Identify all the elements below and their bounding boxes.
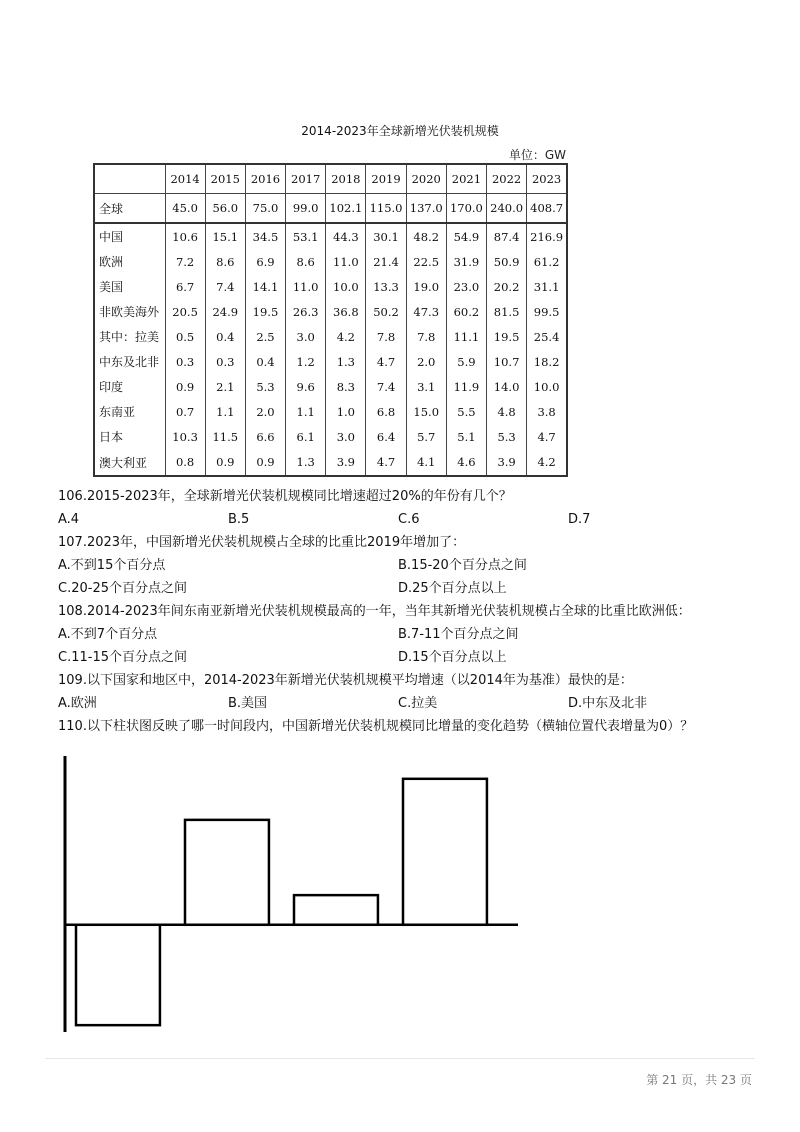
table-cell: 7.4 [366,374,406,399]
table-cell: 0.4 [245,349,285,374]
options-row [58,554,758,577]
table-row [94,194,567,224]
table-cell: 30.1 [366,223,406,249]
table-cell: 87.4 [487,223,527,249]
table-cell: 10.0 [326,274,366,299]
table-cell: 54.9 [446,223,486,249]
table-title: 2014-2023年全球新增光伏装机规模 [301,124,499,138]
table-cell: 4.2 [326,324,366,349]
page-number: 第 21 页，共 23 页 [646,1073,752,1087]
table-cell: 5.3 [487,424,527,449]
table-row [94,223,567,249]
table-cell: 6.1 [286,424,326,449]
table-cell: 0.9 [205,449,245,476]
table-row [94,374,567,399]
table-cell: 240.0 [487,194,527,224]
table-cell: 0.9 [245,449,285,476]
table-cell: 50.9 [487,249,527,274]
year-header: 2023 [527,164,567,194]
answer-option[interactable]: D.25个百分点以上 [398,581,507,596]
table-cell: 11.0 [326,249,366,274]
table-cell: 20.5 [165,299,205,324]
row-label: 澳大利亚 [94,449,165,476]
table-cell: 0.7 [165,399,205,424]
table-cell: 4.8 [487,399,527,424]
answer-option[interactable]: A.欧洲 [58,696,97,711]
answer-option[interactable]: D.15个百分点以上 [398,650,507,665]
table-cell: 5.3 [245,374,285,399]
table-cell: 1.3 [286,449,326,476]
table-cell: 5.1 [446,424,486,449]
table-cell: 0.9 [165,374,205,399]
table-cell: 34.5 [245,223,285,249]
table-cell: 10.3 [165,424,205,449]
chart-bar [76,925,160,1025]
table-cell: 19.0 [406,274,446,299]
chart-bar [185,820,269,925]
table-row [94,249,567,274]
table-cell: 0.3 [205,349,245,374]
table-cell: 14.0 [487,374,527,399]
table-cell: 25.4 [527,324,567,349]
question-stem: 106.2015-2023年，全球新增光伏装机规模同比增速超过20%的年份有几个？ [58,489,512,504]
year-header: 2019 [366,164,406,194]
table-cell: 115.0 [366,194,406,224]
table-header-row [94,164,567,194]
answer-option[interactable]: B.7-11个百分点之间 [398,627,519,642]
answer-option[interactable]: C.20-25个百分点之间 [58,581,187,596]
table-cell: 3.9 [326,449,366,476]
chart-bar [294,895,378,925]
table-cell: 8.6 [205,249,245,274]
table-unit: 单位：GW [508,148,566,162]
options-row [58,508,758,531]
year-header: 2016 [245,164,285,194]
question-list [58,485,758,738]
table-cell: 9.6 [286,374,326,399]
year-header: 2015 [205,164,245,194]
table-cell: 23.0 [446,274,486,299]
row-label: 印度 [94,374,165,399]
table-cell: 137.0 [406,194,446,224]
table-cell: 45.0 [165,194,205,224]
table-cell: 4.7 [366,349,406,374]
table-cell: 18.2 [527,349,567,374]
table-cell: 3.1 [406,374,446,399]
table-cell: 1.0 [326,399,366,424]
answer-option[interactable]: C.11-15个百分点之间 [58,650,187,665]
year-header: 2021 [446,164,486,194]
table-cell: 10.0 [527,374,567,399]
row-label: 东南亚 [94,399,165,424]
table-cell: 10.6 [165,223,205,249]
row-label: 日本 [94,424,165,449]
question-stem: 109.以下国家和地区中，2014-2023年新增光伏装机规模平均增速（以2014年为基准）最快的是： [58,673,633,688]
table-cell: 50.2 [366,299,406,324]
table-cell: 3.8 [527,399,567,424]
table-cell: 20.2 [487,274,527,299]
table-row [94,274,567,299]
row-label: 欧洲 [94,249,165,274]
answer-option[interactable]: D.7 [568,512,591,527]
table-cell: 19.5 [245,299,285,324]
question-stem: 107.2023年，中国新增光伏装机规模占全球的比重比2019年增加了： [58,535,466,550]
table-cell: 56.0 [205,194,245,224]
table-cell: 53.1 [286,223,326,249]
table-corner-cell [94,164,165,194]
table-cell: 1.1 [286,399,326,424]
table-row [94,424,567,449]
table-cell: 2.0 [245,399,285,424]
table-cell: 31.9 [446,249,486,274]
table-cell: 5.5 [446,399,486,424]
table-cell: 2.1 [205,374,245,399]
table-cell: 6.7 [165,274,205,299]
table-cell: 44.3 [326,223,366,249]
options-row [58,623,758,646]
table-cell: 5.7 [406,424,446,449]
table-cell: 47.3 [406,299,446,324]
table-cell: 170.0 [446,194,486,224]
table-cell: 6.6 [245,424,285,449]
row-label: 中东及北非 [94,349,165,374]
table-cell: 11.9 [446,374,486,399]
table-cell: 7.8 [366,324,406,349]
table-cell: 4.2 [527,449,567,476]
table-row [94,324,567,349]
options-row [58,692,758,715]
row-label: 非欧美海外 [94,299,165,324]
table-cell: 7.8 [406,324,446,349]
table-cell: 6.4 [366,424,406,449]
year-header: 2020 [406,164,446,194]
row-label: 中国 [94,223,165,249]
table-cell: 102.1 [326,194,366,224]
table-cell: 1.2 [286,349,326,374]
table-cell: 408.7 [527,194,567,224]
table-cell: 81.5 [487,299,527,324]
table-cell: 4.7 [366,449,406,476]
table-cell: 31.1 [527,274,567,299]
table-cell: 14.1 [245,274,285,299]
table-cell: 10.7 [487,349,527,374]
row-label: 全球 [94,194,165,224]
answer-option[interactable]: B.5 [228,512,250,527]
footer-divider [45,1058,755,1059]
table-cell: 99.5 [527,299,567,324]
chart-bar [403,779,487,925]
table-cell: 3.0 [326,424,366,449]
answer-option[interactable]: A.不到7个百分点 [58,627,158,642]
year-header: 2018 [326,164,366,194]
table-cell: 6.9 [245,249,285,274]
table-cell: 60.2 [446,299,486,324]
answer-option[interactable]: B.15-20个百分点之间 [398,558,527,573]
table-cell: 11.0 [286,274,326,299]
table-cell: 11.1 [446,324,486,349]
year-header: 2022 [487,164,527,194]
answer-option[interactable]: A.4 [58,512,80,527]
year-header: 2017 [286,164,326,194]
table-cell: 19.5 [487,324,527,349]
table-cell: 8.6 [286,249,326,274]
table-row [94,349,567,374]
table-cell: 48.2 [406,223,446,249]
table-cell: 99.0 [286,194,326,224]
solar-capacity-table [93,163,568,477]
table-cell: 0.3 [165,349,205,374]
table-cell: 0.8 [165,449,205,476]
table-cell: 36.8 [326,299,366,324]
table-row [94,299,567,324]
table-cell: 7.2 [165,249,205,274]
answer-option[interactable]: B.美国 [228,696,268,711]
table-cell: 7.4 [205,274,245,299]
table-cell: 3.9 [487,449,527,476]
year-header: 2014 [165,164,205,194]
table-cell: 13.3 [366,274,406,299]
table-row [94,449,567,476]
answer-option[interactable]: C.6 [398,512,420,527]
options-row [58,577,758,600]
table-cell: 3.0 [286,324,326,349]
table-cell: 2.5 [245,324,285,349]
table-row [94,399,567,424]
table-cell: 1.3 [326,349,366,374]
row-label: 其中：拉美 [94,324,165,349]
table-cell: 22.5 [406,249,446,274]
table-cell: 11.5 [205,424,245,449]
table-cell: 4.7 [527,424,567,449]
answer-option[interactable]: D.中东及北非 [568,696,648,711]
table-cell: 61.2 [527,249,567,274]
table-cell: 15.0 [406,399,446,424]
question-stem: 110.以下柱状图反映了哪一时间段内，中国新增光伏装机规模同比增量的变化趋势（横轴位置代表增量为0）？ [58,719,694,734]
question-stem: 108.2014-2023年间东南亚新增光伏装机规模最高的一年，当年其新增光伏装机规模占全球的比重比欧洲低： [58,604,691,619]
table-cell: 2.0 [406,349,446,374]
options-row [58,646,758,669]
table-cell: 24.9 [205,299,245,324]
table-cell: 216.9 [527,223,567,249]
table-cell: 75.0 [245,194,285,224]
table-cell: 0.5 [165,324,205,349]
table-cell: 26.3 [286,299,326,324]
table-cell: 1.1 [205,399,245,424]
bar-chart [50,750,530,1040]
table-cell: 4.6 [446,449,486,476]
answer-option[interactable]: C.拉美 [398,696,438,711]
table-cell: 6.8 [366,399,406,424]
table-cell: 5.9 [446,349,486,374]
answer-option[interactable]: A.不到15个百分点 [58,558,166,573]
row-label: 美国 [94,274,165,299]
table-cell: 0.4 [205,324,245,349]
table-cell: 15.1 [205,223,245,249]
table-cell: 8.3 [326,374,366,399]
table-cell: 4.1 [406,449,446,476]
table-cell: 21.4 [366,249,406,274]
